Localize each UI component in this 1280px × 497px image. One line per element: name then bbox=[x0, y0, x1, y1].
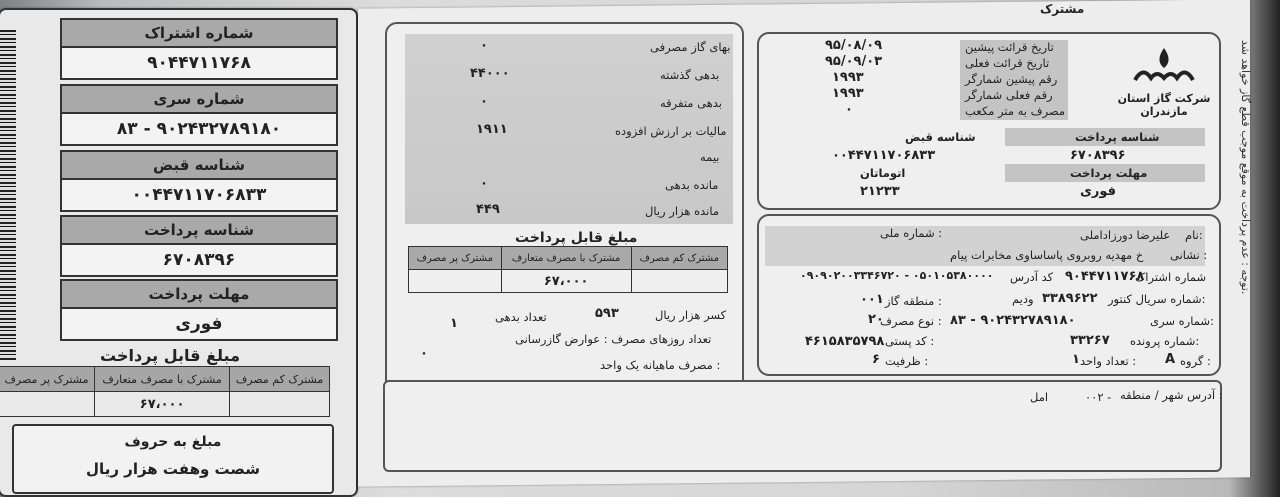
stub-bill-id-box bbox=[60, 150, 338, 212]
curr-date-value: ۹۵/۰۹/۰۳ bbox=[825, 54, 883, 69]
payable-table bbox=[408, 246, 728, 293]
stub-serial-label: شماره سری bbox=[62, 86, 336, 114]
stub-col-normal: مشترک با مصرف متعارف bbox=[95, 367, 230, 392]
debt-count-label: تعداد بدهی bbox=[495, 310, 547, 324]
payable-normal: ۶۷،۰۰۰ bbox=[501, 270, 631, 293]
remain-debt-value: ۰ bbox=[480, 176, 488, 191]
stub-words-box bbox=[12, 424, 334, 494]
stub-subscription-label: شماره اشتراک bbox=[62, 20, 336, 48]
addr-code-value: ۰۹۰۹۰۲۰۰۳۳۴۶۷۲۰ - ۰۵۰۱۰۵۳۸۰۰۰۰ bbox=[800, 269, 994, 282]
series-value: ۸۳ - ۹۰۲۴۳۲۷۸۹۱۸۰ bbox=[950, 313, 1076, 328]
barcode bbox=[0, 30, 16, 360]
days-value: ۰ bbox=[420, 346, 428, 361]
insurance-label: بیمه bbox=[700, 150, 720, 164]
sub-value: ۹۰۴۴۷۱۱۷۶۸ bbox=[1065, 269, 1145, 284]
side-warning-note: توجه : عدم پرداخت به موقع موجب قطع گاز خواهد شد. bbox=[1239, 40, 1252, 295]
col-high: مشترک پر مصرف bbox=[409, 247, 502, 270]
address-value: خ مهدیه روبروی پاساساوی مخابرات پیام bbox=[950, 248, 1144, 262]
payable-title: مبلغ قابل پرداخت bbox=[515, 230, 638, 246]
auto-label: اتوماتان bbox=[860, 166, 906, 180]
remain-rial-value: ۴۴۹ bbox=[476, 202, 500, 217]
main-deadline-label: مهلت پرداخت bbox=[1070, 166, 1148, 180]
file-value: ۳۳۲۶۷ bbox=[1070, 333, 1110, 348]
main-bill-id-value: ۰۰۴۴۷۱۱۷۰۶۸۳۳ bbox=[832, 148, 936, 163]
zone-value: ۰۰۱ bbox=[860, 292, 884, 307]
stub-bill-id-label: شناسه قبض bbox=[62, 152, 336, 180]
gas-label: بهای گاز مصرفی bbox=[650, 40, 731, 54]
deduct-value: ۵۹۳ bbox=[595, 306, 619, 321]
curr-date-label: تاریخ قرائت فعلی bbox=[965, 56, 1050, 70]
misc-debt-value: ۰ bbox=[480, 94, 488, 109]
city-name: امل bbox=[1030, 390, 1049, 404]
sub-label: شماره اشتراک bbox=[1135, 270, 1207, 284]
name-value: علیرضا دورزاداملی bbox=[1080, 228, 1171, 242]
meter-brand: ودیم bbox=[1012, 292, 1034, 306]
prev-debt-label: بدهی گذشته bbox=[660, 68, 720, 82]
vat-label: مالیات بر ارزش افزوده bbox=[615, 124, 727, 138]
usage-label: مصرف به متر مکعب bbox=[965, 104, 1066, 118]
city-value: ۰۰۲ - bbox=[1085, 390, 1112, 404]
company-logo bbox=[1110, 44, 1218, 124]
prev-date-label: تاریخ قرائت پیشین bbox=[965, 40, 1054, 54]
stub-subscription-box bbox=[60, 18, 338, 80]
stub-pay-id-value: ۶۷۰۸۳۹۶ bbox=[162, 250, 236, 270]
col-normal: مشترک با مصرف متعارف bbox=[501, 247, 631, 270]
remain-rial-label: مانده هزار ریال bbox=[645, 204, 720, 218]
name-label: نام: bbox=[1185, 228, 1203, 242]
stub-bill-id-value: ۰۰۴۴۷۱۱۷۰۶۸۳۳ bbox=[131, 185, 267, 205]
stub-serial-box bbox=[60, 84, 338, 146]
stub-subscription-value: ۹۰۴۴۷۱۱۷۶۸ bbox=[147, 53, 251, 73]
stub-deadline-label: مهلت پرداخت bbox=[62, 281, 336, 309]
capacity-label: ظرفیت : bbox=[885, 354, 929, 368]
series-label: شماره سری: bbox=[1150, 314, 1214, 328]
company-name: شرکت گاز استان مازندران bbox=[1117, 92, 1211, 118]
stub-pay-id-box bbox=[60, 215, 338, 277]
zone-label: منطقه گاز : bbox=[885, 294, 942, 308]
curr-meter-value: ۱۹۹۳ bbox=[832, 86, 864, 101]
usage-type-label: نوع مصرف : bbox=[880, 314, 942, 328]
address-label: نشانی : bbox=[1170, 248, 1208, 262]
file-label: شماره پرونده: bbox=[1130, 334, 1200, 348]
stub-deadline-box bbox=[60, 279, 338, 341]
group-value: A bbox=[1165, 352, 1176, 367]
meter-serial-value: ۳۳۸۹۶۲۲ bbox=[1042, 291, 1098, 306]
national-label: شماره ملی : bbox=[880, 226, 943, 240]
addr-code-label: کد آدرس bbox=[1010, 270, 1054, 284]
usage-type-value: ۲۰ bbox=[868, 312, 884, 327]
col-low: مشترک کم مصرف bbox=[631, 247, 727, 270]
prev-meter-value: ۱۹۹۳ bbox=[832, 70, 864, 85]
stub-words-value: شصت وهفت هزار ریال bbox=[86, 460, 260, 478]
main-pay-id-label: شناسه پرداخت bbox=[1075, 130, 1160, 144]
remain-debt-label: مانده بدهی bbox=[665, 178, 719, 192]
usage-value: ۰ bbox=[845, 102, 853, 117]
gas-value: ۰ bbox=[480, 38, 488, 53]
main-pay-id-value: ۶۷۰۸۳۹۶ bbox=[1070, 148, 1126, 163]
capacity-value: ۶ bbox=[872, 352, 880, 367]
flame-logo-icon bbox=[1129, 44, 1199, 88]
debt-count-value: ۱ bbox=[450, 316, 458, 331]
stub-deadline-value: فوری bbox=[175, 314, 223, 334]
stub-payable-normal: ۶۷،۰۰۰ bbox=[95, 392, 230, 417]
meter-serial-label: شماره سریال کنتور: bbox=[1108, 292, 1206, 306]
stub-col-high: مشترک پر مصرف bbox=[0, 367, 95, 392]
monthly-label: مصرف ماهیانه یک واحد : bbox=[600, 358, 721, 372]
curr-meter-label: رقم فعلی شمارگر bbox=[965, 88, 1053, 102]
stub-payable-title: مبلغ قابل پرداخت bbox=[100, 346, 240, 365]
vat-value: ۱۹۱۱ bbox=[476, 122, 508, 137]
prev-meter-label: رقم پیشین شمارگر bbox=[965, 72, 1058, 86]
stub-words-label: مبلغ به حروف bbox=[124, 434, 222, 450]
stub-pay-id-label: شناسه پرداخت bbox=[62, 217, 336, 245]
stub-payable-table bbox=[0, 366, 330, 417]
units-label: تعداد واحد : bbox=[1080, 354, 1137, 368]
postal-value: ۴۶۱۵۸۳۵۷۹۸ bbox=[805, 334, 885, 349]
prev-debt-value: ۴۴۰۰۰ bbox=[470, 66, 510, 81]
stub-col-low: مشترک کم مصرف bbox=[230, 367, 330, 392]
days-label: تعداد روزهای مصرف : عوارض گازرسانی bbox=[515, 332, 712, 346]
main-bill-id-label: شناسه قبض bbox=[905, 130, 976, 144]
main-deadline-value: فوری bbox=[1080, 184, 1117, 199]
misc-debt-label: بدهی متفرقه bbox=[660, 96, 722, 110]
city-label: آدرس شهر / منطقه : bbox=[1120, 388, 1223, 402]
units-value: ۱ bbox=[1072, 352, 1080, 367]
prev-date-value: ۹۵/۰۸/۰۹ bbox=[825, 38, 883, 53]
code-value: ۲۱۲۳۳ bbox=[860, 184, 900, 199]
stub-serial-value: ۸۳ - ۹۰۲۴۳۲۷۸۹۱۸۰ bbox=[116, 119, 282, 139]
postal-label: کد پستی : bbox=[885, 334, 935, 348]
deduct-label: کسر هزار ریال bbox=[655, 308, 727, 322]
subscriber-header: مشترک bbox=[1040, 2, 1085, 16]
group-label: گروه : bbox=[1180, 354, 1211, 368]
